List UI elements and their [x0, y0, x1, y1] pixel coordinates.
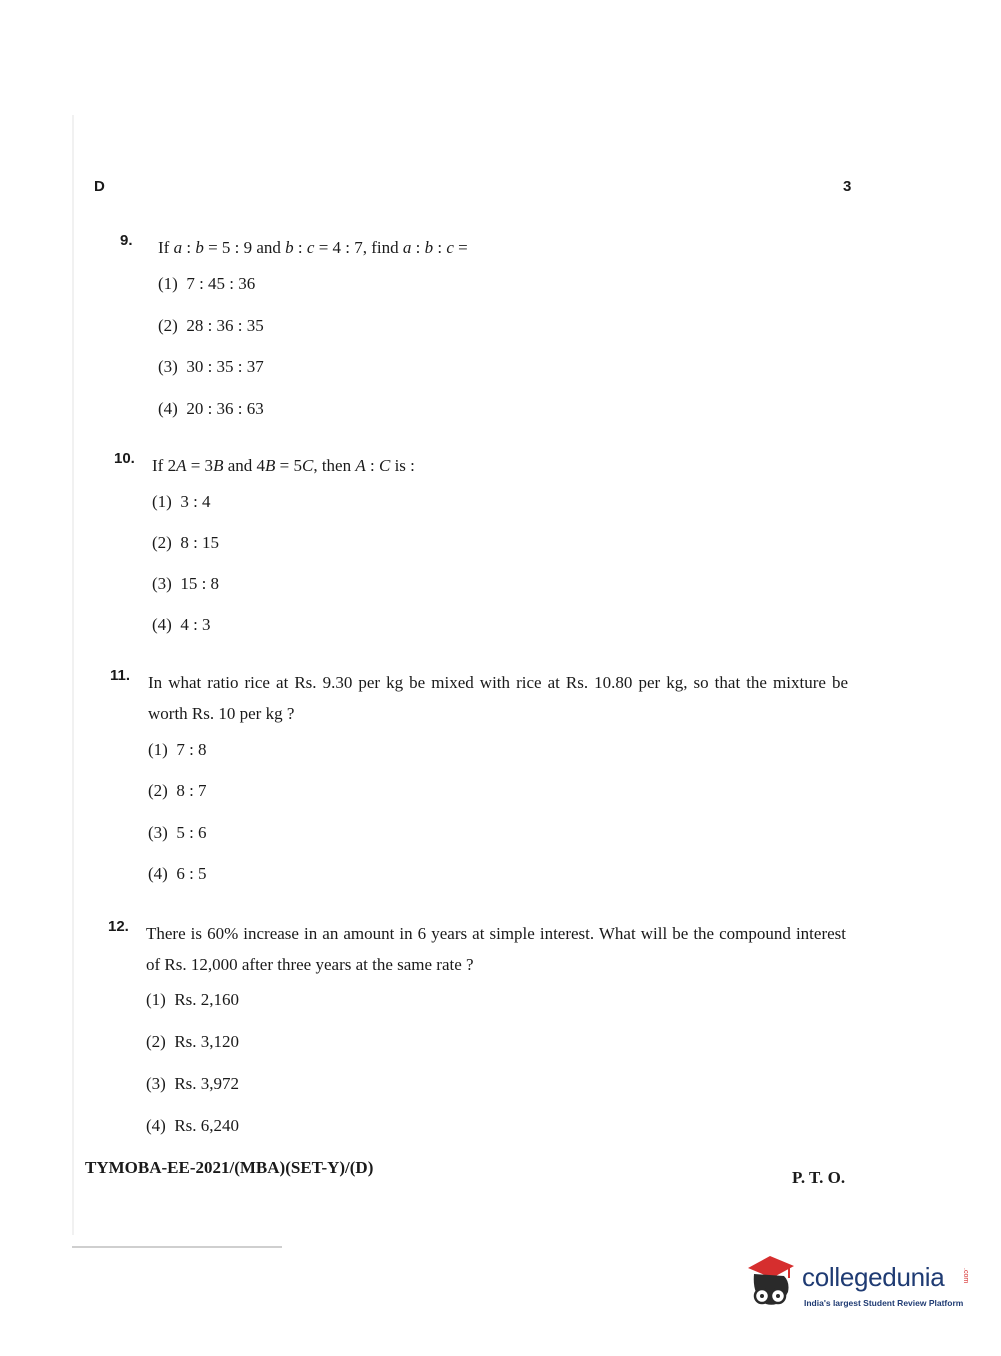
- brand-name: collegedunia: [802, 1262, 945, 1292]
- question-text: There is 60% increase in an amount in 6 years at simple interest. What will be the compound interest of Rs. 12,000 after three years at the same rate ?: [146, 924, 846, 974]
- option-1[interactable]: (1) 7 : 45 : 36: [158, 274, 256, 293]
- question-text: In what ratio rice at Rs. 9.30 per kg be mixed with rice at Rs. 10.80 per kg, so that the mixture be worth Rs. 10 per kg ?: [148, 673, 848, 723]
- question-number: 9.: [120, 232, 133, 249]
- page-number: 3: [843, 178, 852, 195]
- option-4[interactable]: (4) 6 : 5: [148, 864, 207, 883]
- option-1[interactable]: (1) Rs. 2,160: [146, 990, 240, 1009]
- brand-domain: .com: [962, 1268, 969, 1284]
- option-3[interactable]: (3) 15 : 8: [152, 574, 220, 593]
- question-text: If 2A = 3B and 4B = 5C, then A : C is :: [152, 456, 415, 475]
- option-3[interactable]: (3) 5 : 6: [148, 823, 207, 842]
- pto-label: P. T. O.: [792, 1168, 846, 1187]
- scan-edge: [72, 115, 74, 1235]
- question-text: If a : b = 5 : 9 and b : c = 4 : 7, find a : b : c =: [158, 238, 468, 257]
- collegedunia-logo: [744, 1250, 974, 1320]
- question-number: 12.: [108, 918, 129, 935]
- divider: [72, 1246, 282, 1248]
- option-4[interactable]: (4) 20 : 36 : 63: [158, 399, 264, 418]
- option-2[interactable]: (2) Rs. 3,120: [146, 1032, 240, 1051]
- paper-code: TYMOBA-EE-2021/(MBA)(SET-Y)/(D): [85, 1158, 374, 1177]
- option-2[interactable]: (2) 8 : 7: [148, 781, 207, 800]
- option-1[interactable]: (1) 3 : 4: [152, 492, 211, 511]
- question-number: 10.: [114, 450, 135, 467]
- option-1[interactable]: (1) 7 : 8: [148, 740, 207, 759]
- option-2[interactable]: (2) 28 : 36 : 35: [158, 316, 264, 335]
- option-3[interactable]: (3) Rs. 3,972: [146, 1074, 240, 1093]
- option-4[interactable]: (4) 4 : 3: [152, 615, 211, 634]
- option-3[interactable]: (3) 30 : 35 : 37: [158, 357, 264, 376]
- question-number: 11.: [110, 667, 131, 684]
- brand-tagline: India's largest Student Review Platform: [804, 1298, 964, 1308]
- option-2[interactable]: (2) 8 : 15: [152, 533, 220, 552]
- student-mascot-icon: [744, 1252, 800, 1310]
- option-4[interactable]: (4) Rs. 6,240: [146, 1116, 240, 1135]
- set-letter: D: [94, 178, 105, 195]
